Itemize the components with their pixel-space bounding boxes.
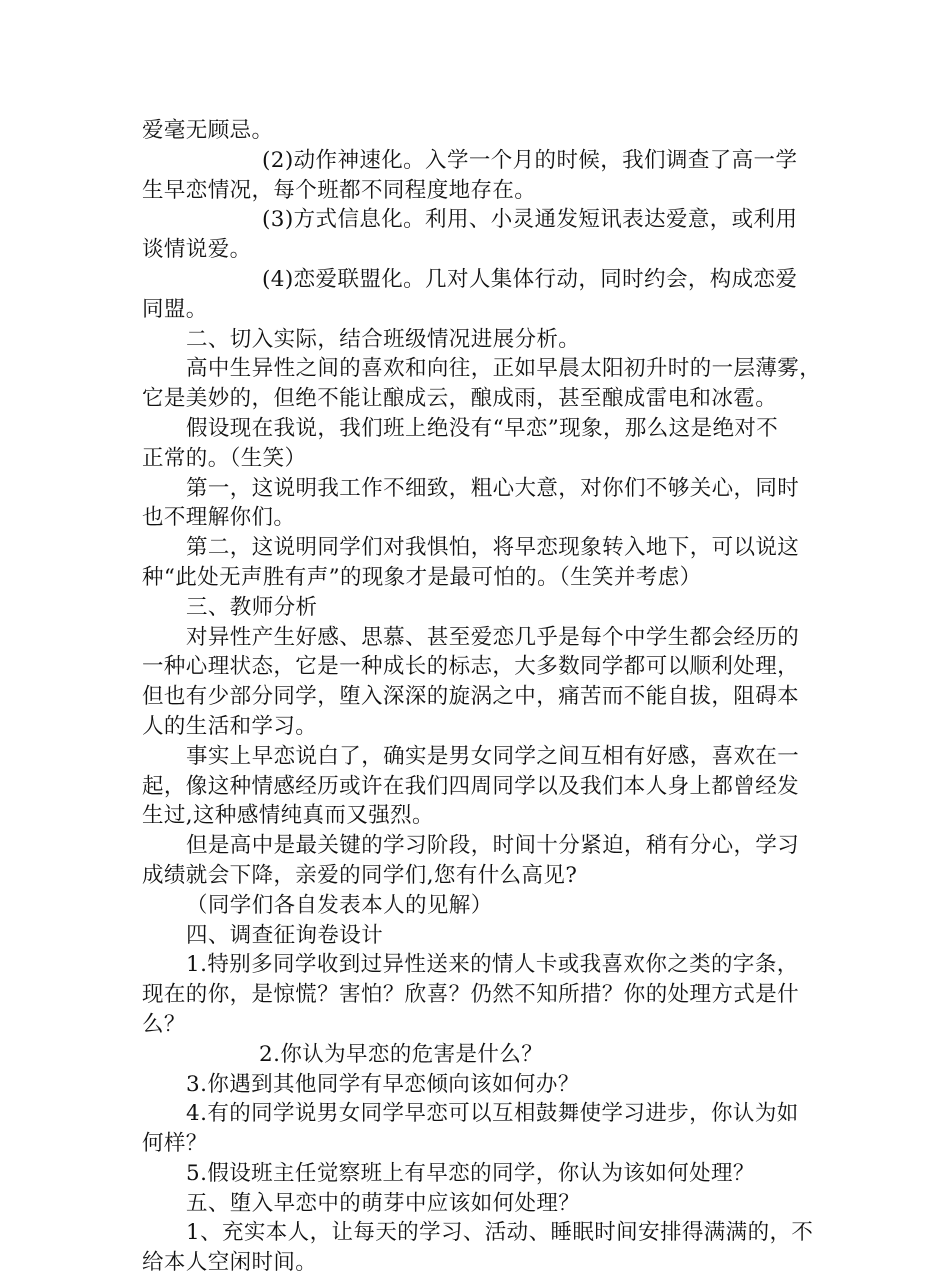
text-line: 1.特别多同学收到过异性送来的情人卡或我喜欢你之类的字条， (186, 952, 799, 978)
document-body (142, 116, 822, 1278)
text-line: 正常的。（生笑） (142, 445, 307, 471)
text-line: 生过,这种感情纯真而又强烈。 (142, 803, 434, 829)
text-line: 同盟。 (142, 296, 208, 322)
text-line: 对异性产生好感、思慕、甚至爱恋几乎是每个中学生都会经历的 (186, 624, 800, 650)
text-line: 生早恋情况，每个班都不同程度地存在。 (142, 177, 537, 203)
text-line: 假设现在我说，我们班上绝没有“早恋”现象，那么这是绝对不 (186, 415, 779, 441)
text-line: (4)恋爱联盟化。几对人集体行动，同时约会，构成恋爱 (262, 266, 798, 292)
text-line: 起，像这种情感经历或许在我们四周同学以及我们本人身上都曾经发 (142, 773, 800, 799)
text-line: 给本人空闲时间。 (142, 1250, 318, 1276)
text-line: （同学们各自发表本人的见解） (186, 892, 493, 918)
text-line: 高中生异性之间的喜欢和向往，正如早晨太阳初升时的一层薄雾， (186, 356, 822, 382)
text-line: 它是美妙的，但绝不能让酿成云，酿成雨，甚至酿成雷电和冰雹。 (142, 386, 778, 412)
text-line: 何样？ (142, 1131, 208, 1157)
text-line: 4.有的同学说男女同学早恋可以互相鼓舞使学习进步，你认为如 (186, 1101, 799, 1127)
text-line: 种“此处无声胜有声”的现象才是最可怕的。（生笑并考虑） (142, 564, 702, 590)
text-line: 第一，这说明我工作不细致，粗心大意，对你们不够关心，同时 (186, 475, 800, 501)
text-line: (2)动作神速化。入学一个月的时候，我们调查了高一学 (262, 147, 798, 173)
text-line: 成绩就会下降，亲爱的同学们,您有什么高见? (142, 862, 578, 888)
section-heading: 二、切入实际，结合班级情况进展分析。 (186, 326, 581, 352)
text-line: 谈情说爱。 (142, 237, 252, 263)
text-line: 一种心理状态，它是一种成长的标志，大多数同学都可以顺利处理， (142, 654, 800, 680)
section-heading: 三、教师分析 (186, 594, 318, 620)
text-line: 3.你遇到其他同学有早恋倾向该如何办？ (186, 1071, 580, 1097)
text-line: 也不理解你们。 (142, 505, 296, 531)
section-heading: 四、调查征询卷设计 (186, 922, 384, 948)
text-line: 人的生活和学习。 (142, 713, 318, 739)
text-line: 5.假设班主任觉察班上有早恋的同学，你认为该如何处理？ (186, 1160, 755, 1186)
text-line: 但是高中是最关键的学习阶段，时间十分紧迫，稍有分心，学习 (186, 833, 800, 859)
text-line: 么？ (142, 1011, 186, 1037)
text-line: 但也有少部分同学，堕入深深的旋涡之中，痛苦而不能自拔，阻碍本 (142, 684, 800, 710)
section-heading: 五、堕入早恋中的萌芽中应该如何处理？ (186, 1190, 581, 1216)
text-line: 现在的你，是惊慌？害怕？欣喜？仍然不知所措？你的处理方式是什 (142, 982, 800, 1008)
text-line: 1、充实本人，让每天的学习、活动、睡眠时间安排得满满的，不 (186, 1220, 814, 1246)
text-line: (3)方式信息化。利用、小灵通发短讯表达爱意，或利用 (262, 207, 798, 233)
text-line: 第二，这说明同学们对我惧怕，将早恋现象转入地下，可以说这 (186, 535, 800, 561)
text-line: 爱毫无顾忌。 (142, 118, 274, 143)
text-line: 2.你认为早恋的危害是什么？ (259, 1041, 544, 1067)
text-line: 事实上早恋说白了，确实是男女同学之间互相有好感，喜欢在一 (186, 743, 800, 769)
